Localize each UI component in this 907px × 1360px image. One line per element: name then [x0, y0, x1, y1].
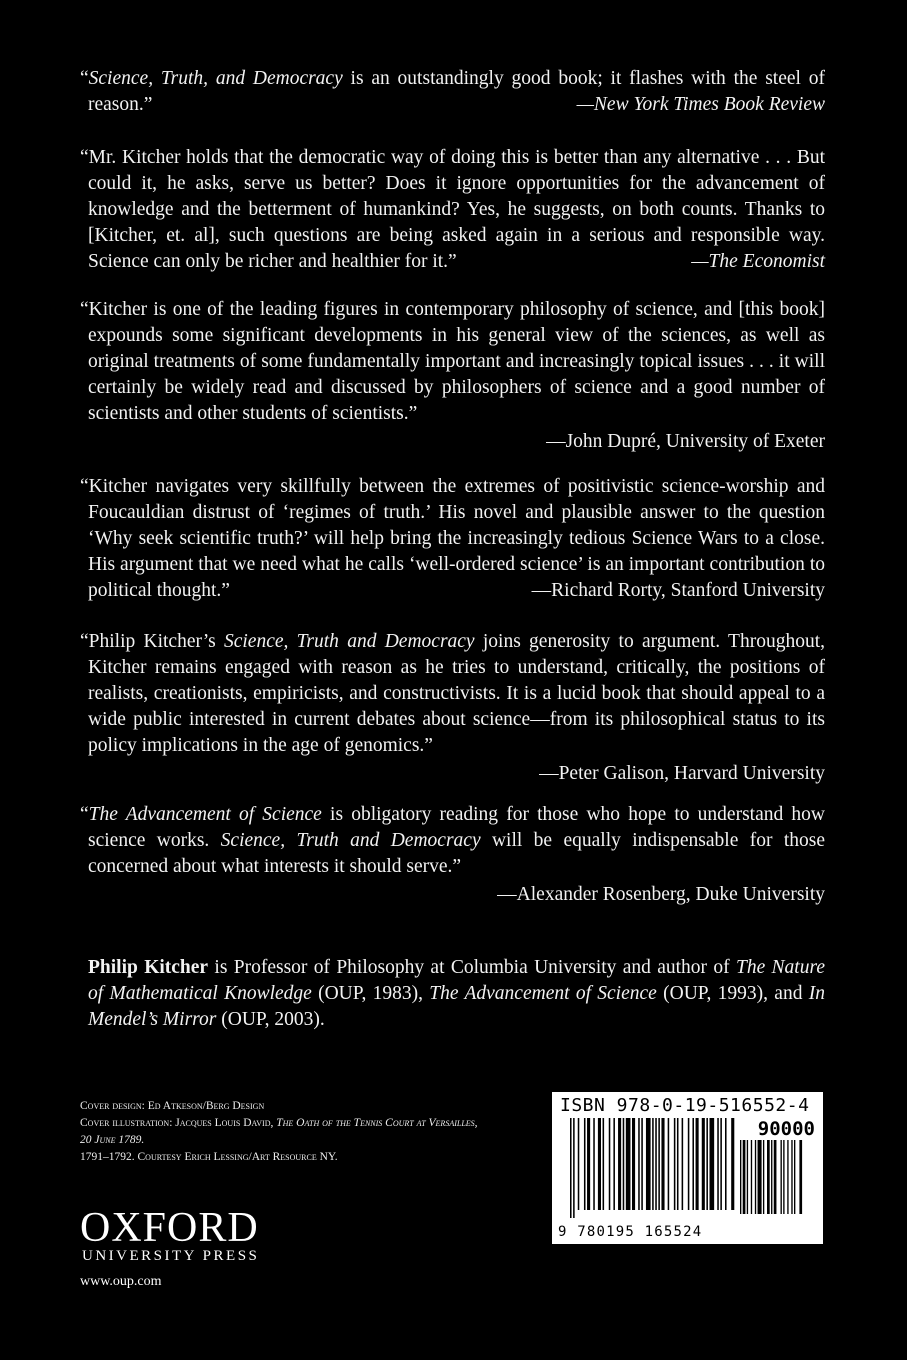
- barcode-bar: [603, 1118, 605, 1210]
- barcode-bar: [767, 1140, 770, 1214]
- barcode-bar: [609, 1118, 611, 1210]
- barcode-bar: [618, 1118, 621, 1210]
- barcode-bar: [661, 1118, 664, 1210]
- oxford-logo: OXFORD: [80, 1205, 259, 1251]
- barcode-bar: [717, 1118, 719, 1210]
- price-barcode-bars: [740, 1140, 812, 1214]
- barcode-bar: [731, 1118, 734, 1210]
- barcode-bar: [696, 1118, 699, 1210]
- barcode-bar: [641, 1118, 643, 1210]
- barcode-bar: [758, 1140, 762, 1214]
- barcode-bar: [740, 1140, 741, 1214]
- barcode-bar: [593, 1118, 595, 1210]
- barcode-bar: [747, 1140, 748, 1214]
- quote-5-text: “Philip Kitcher’s Science, Truth and Democracy joins generosity to argument. Throughout, Kitcher remains engaged with reason as he tries to understand, critically, the positions of realists, creationists, empiricists, and constructivists. It is a lucid book that should appeal to a wide public interested in current debates about science—from its philosophical status to its policy implications in the age of genomics.”: [80, 631, 825, 756]
- quote-3-text: “Kitcher is one of the leading figures in contemporary philosophy of science, and [this book] expounds some significant developments in his general view of the sciences, as well as original treatments of some fundamentally important and increasingly topical issues . . . it will certainly be widely read and discussed by philosophers of science and a good number of scientists and other students of scientists.”: [80, 299, 825, 424]
- barcode-bar: [613, 1118, 615, 1210]
- barcode-bar: [787, 1140, 788, 1214]
- barcode-bar: [674, 1118, 676, 1210]
- publisher-url: www.oup.com: [80, 1274, 162, 1289]
- review-quote-3: [80, 297, 825, 455]
- barcode-bar: [677, 1118, 679, 1210]
- quote-6-text: “The Advancement of Science is obligatory reading for those who hope to understand how science works. Science, Truth and Democracy will be equally indispensable for those concerned about what interests it should serve.”: [80, 804, 826, 877]
- barcode-bar: [781, 1140, 782, 1214]
- barcode-bar: [706, 1118, 708, 1210]
- barcode-bar: [783, 1140, 784, 1214]
- barcode-bar: [638, 1118, 640, 1210]
- barcode-bar: [587, 1118, 590, 1210]
- ean-barcode-bars: [570, 1118, 735, 1218]
- quote-6-attribution: —Alexander Rosenberg, Duke University: [497, 884, 825, 905]
- review-quote-5: [80, 629, 825, 787]
- barcode-bar: [771, 1140, 772, 1214]
- quote-5-attribution: —Peter Galison, Harvard University: [539, 763, 825, 784]
- barcode-bar: [658, 1118, 660, 1210]
- barcode-bar: [652, 1118, 654, 1210]
- barcode-bar: [584, 1118, 586, 1210]
- barcode-bar: [578, 1118, 580, 1210]
- courtesy-credit: 1791–1792. Courtesy Erich Lessing/Art Resource NY.: [80, 1151, 338, 1163]
- barcode-bar: [774, 1140, 777, 1214]
- barcode-bar: [763, 1140, 764, 1214]
- author-bio: Philip Kitcher is Professor of Philosophy at Columbia University and author of The Nature of Mathematical Knowledge (OUP, 1983), The Advancement of Science (OUP, 1993), and In Mendel’s Mirror (OUP, 2003).: [88, 957, 826, 1030]
- quote-1-attribution: —New York Times Book Review: [576, 94, 825, 115]
- barcode-bar: [710, 1118, 715, 1210]
- quote-4-attribution: —Richard Rorty, Stanford University: [531, 580, 825, 601]
- quote-1-text: “Science, Truth, and Democracy is an outstandingly good book; it flashes with the steel of reason.”: [80, 68, 825, 115]
- ean-number: 9 780195 165524: [558, 1224, 703, 1240]
- cover-credits: [80, 1098, 480, 1166]
- barcode-bar: [799, 1140, 802, 1214]
- review-quote-6: [80, 802, 825, 908]
- barcode-bar: [668, 1118, 670, 1210]
- barcode-bar: [725, 1118, 727, 1210]
- barcode-bar: [682, 1118, 684, 1210]
- barcode-bar: [688, 1118, 690, 1210]
- isbn-barcode: [552, 1092, 823, 1244]
- barcode-bar: [794, 1140, 795, 1214]
- barcode-bar: [702, 1118, 705, 1210]
- barcode-bar: [598, 1118, 601, 1210]
- barcode-bar: [626, 1118, 631, 1210]
- review-quote-2: [80, 145, 825, 275]
- barcode-bar: [573, 1118, 575, 1218]
- barcode-bar: [623, 1118, 625, 1210]
- review-quote-1: [80, 66, 825, 118]
- barcode-bar: [791, 1140, 792, 1214]
- oxford-logo-subtitle: UNIVERSITY PRESS: [82, 1248, 260, 1264]
- quote-2-text: “Mr. Kitcher holds that the democratic way of doing this is better than any alternative . . . But could it, he asks, serve us better? Does it ignore opportunities for the advancement of knowledge and the betterment of humankind? Yes, he suggests, on both counts. Thanks to [Kitcher, et. al], such questions are being asked again in a serious and responsible way. Science can only be richer and healthier for it.”: [80, 147, 825, 272]
- isbn-number: ISBN 978-0-19-516552-4: [560, 1095, 810, 1116]
- barcode-bar: [646, 1118, 651, 1210]
- barcode-bar: [692, 1118, 694, 1210]
- quote-3-attribution: —John Dupré, University of Exeter: [546, 431, 825, 452]
- quote-4-text: “Kitcher navigates very skillfully between the extremes of positivistic science-worship and Foucauldian distrust of ‘regimes of truth.’ His novel and plausible answer to the question ‘Why seek scientific truth?’ will help bring the increasingly tedious Science Wars to a close. His argument that we need what he calls ‘well-ordered science’ is an important contribution to political thought.”: [80, 476, 825, 601]
- cover-design-credit: Cover design: Ed Atkeson/Berg Design: [80, 1100, 265, 1112]
- author-name: Philip Kitcher: [88, 957, 209, 978]
- barcode-bar: [743, 1140, 746, 1214]
- review-quote-4: [80, 474, 825, 604]
- barcode-bar: [755, 1140, 756, 1214]
- barcode-bar: [655, 1118, 657, 1210]
- barcode-bar: [632, 1118, 635, 1210]
- barcode-bar: [751, 1140, 752, 1214]
- price-code: 90000: [757, 1118, 815, 1140]
- cover-illustration-credit: Cover illustration: Jacques Louis David, The Oath of the Tennis Court at Versailles, 20 June 1789.: [80, 1117, 478, 1146]
- barcode-bar: [720, 1118, 722, 1210]
- quote-2-attribution: —The Economist: [691, 251, 825, 272]
- barcode-bar: [570, 1118, 572, 1218]
